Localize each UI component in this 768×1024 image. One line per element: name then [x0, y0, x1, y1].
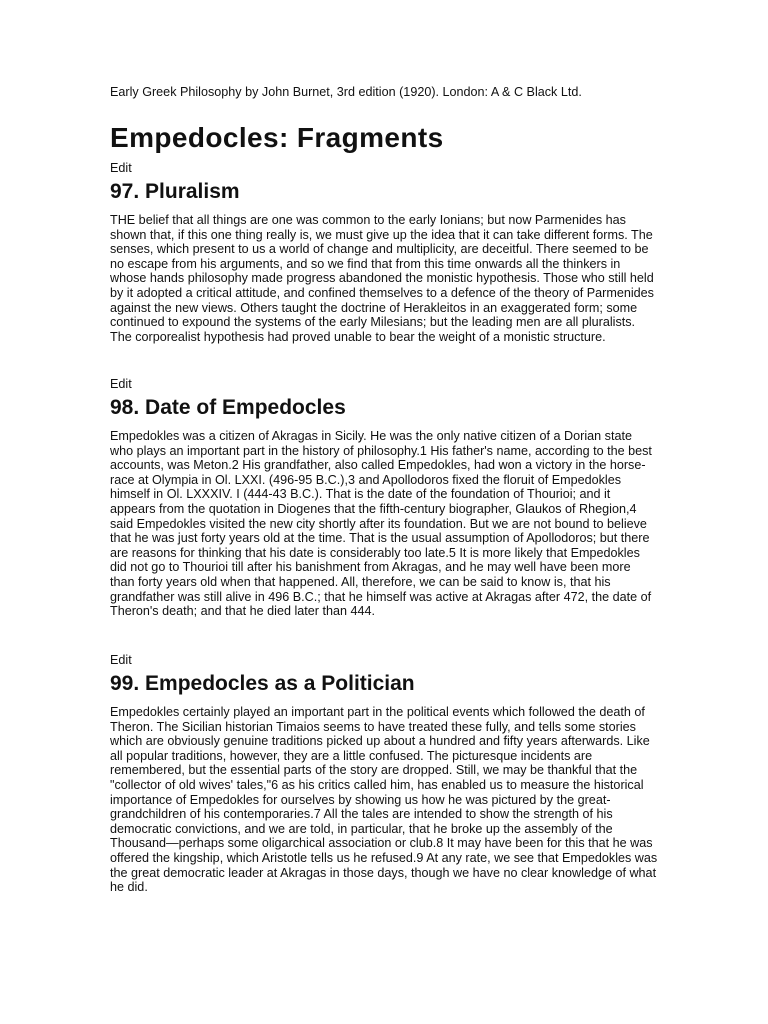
- edit-link[interactable]: Edit: [110, 161, 132, 175]
- section-body: Empedokles certainly played an important part in the political events which followed the death of Theron. The Sicilian historian Timaios seems to have treated these fully, and tells some stories which are obviously genuine traditions picked up about a hundred and fifty years afterwards. Like all popular traditions, however, they are a little confused. The picturesque incidents are remembered, but the essential parts of the story are dropped. Still, we may be thankful that the "collector of old wives' tales,"6 as his critics called him, has enabled us to measure the historical importance of Empedokles for ourselves by showing us how he was pictured by the great-grandchildren of his contemporaries.7 All the tales are intended to show the strength of his democratic convictions, and we are told, in particular, that he broke up the assembly of the Thousand—perhaps some oligarchical association or club.8 It may have been for this that he was offered the kingship, which Aristotle tells us he refused.9 At any rate, we see that Empedokles was the great democratic leader at Akragas in those days, though we have no clear knowledge of what he did.: [110, 705, 658, 895]
- section-body: THE belief that all things are one was common to the early Ionians; but now Parmenides has shown that, if this one thing really is, we must give up the idea that it can take different forms. The senses, which present to us a world of change and multiplicity, are deceitful. There seemed to be no escape from his arguments, and so we find that from this time onwards all the thinkers in whose hands philosophy made progress abandoned the monistic hypothesis. Those who still held by it adopted a critical attitude, and confined themselves to a defence of the theory of Parmenides against the new views. Others taught the doctrine of Herakleitos in an exaggerated form; some continued to expound the systems of the early Milesians; but the leading men are all pluralists. The corporealist hypothesis had proved unable to bear the weight of a monistic structure.: [110, 213, 654, 344]
- section-pluralism: [110, 160, 658, 344]
- section-heading: 99. Empedocles as a Politician: [110, 672, 415, 695]
- section-empedocles-as-politician: [110, 652, 658, 895]
- page-title: Empedocles: Fragments: [110, 122, 444, 153]
- section-heading: 98. Date of Empedocles: [110, 396, 346, 419]
- section-body: Empedokles was a citizen of Akragas in Sicily. He was the only native citizen of a Dorian state who plays an important part in the history of philosophy.1 His father's name, according to the best accounts, was Meton.2 His grandfather, also called Empedokles, had won a victory in the horse-race at Olympia in Ol. LXXI. (496-95 B.C.),3 and Apollodoros fixed the floruit of Empedokles himself in Ol. LXXXIV. I (444-43 B.C.). That is the date of the foundation of Thourioi; and it appears from the quotation in Diogenes that the fifth-century biographer, Glaukos of Rhegion,4 said Empedokles visited the new city shortly after its foundation. But we are not bound to believe that he was just forty years old at the time. That is the usual assumption of Apollodoros; but there are reasons for thinking that his date is considerably too late.5 It is more likely that Empedokles did not go to Thourioi till after his banishment from Akragas, and he may well have been more than forty years old when that happened. All, therefore, we can be said to know is, that his grandfather was still alive in 496 B.C.; that he himself was active at Akragas after 472, the date of Theron's death; and that he died later than 444.: [110, 429, 652, 619]
- section-heading: 97. Pluralism: [110, 180, 240, 203]
- section-date-of-empedocles: [110, 376, 658, 619]
- edit-link[interactable]: Edit: [110, 653, 132, 667]
- edit-link[interactable]: Edit: [110, 377, 132, 391]
- citation-line: Early Greek Philosophy by John Burnet, 3rd edition (1920). London: A & C Black Ltd.: [110, 85, 582, 99]
